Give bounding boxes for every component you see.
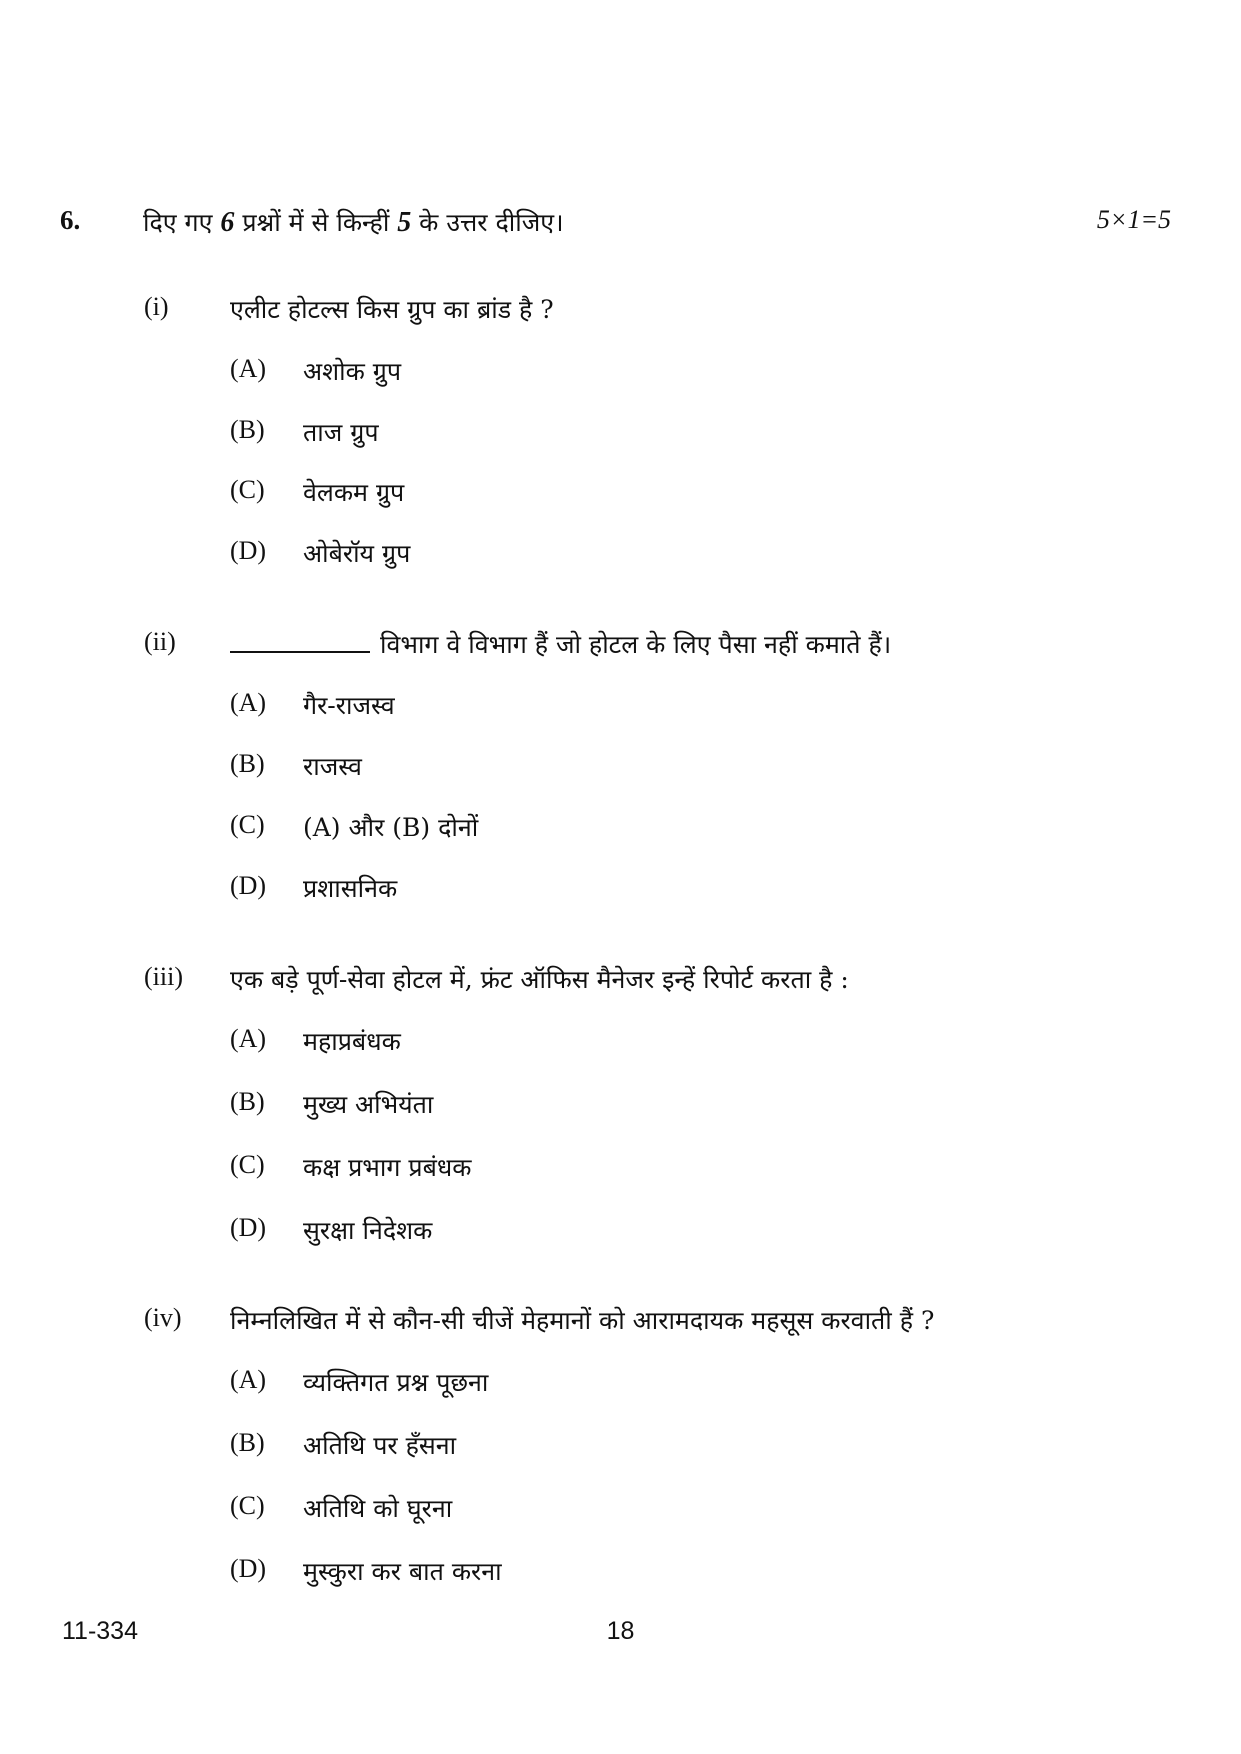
question-instruction	[143, 205, 564, 239]
paper-code: 11-334	[62, 1617, 138, 1645]
option-label: (C)	[230, 1491, 265, 1520]
subquestion-text-wrapper	[230, 627, 891, 661]
option-text: मुख्य अभियंता	[303, 1090, 434, 1119]
option-label: (C)	[230, 1150, 265, 1179]
option-text: अतिथि को घूरना	[303, 1494, 453, 1523]
subquestion-text: विभाग वे विभाग हैं जो होटल के लिए पैसा नहीं कमाते हैं।	[380, 630, 892, 659]
option-label: (C)	[230, 475, 265, 504]
subquestion-label: (i)	[144, 292, 169, 321]
option-label: (D)	[230, 536, 267, 565]
option-text: प्रशासनिक	[303, 874, 398, 903]
instruction-text-2: प्रश्नों में से किन्हीं	[234, 208, 398, 237]
option-label: (B)	[230, 1428, 265, 1457]
subquestion-label: (iii)	[144, 962, 183, 991]
option-text: वेलकम ग्रुप	[303, 478, 405, 507]
option-text: महाप्रबंधक	[303, 1027, 401, 1056]
instruction-text-3: के उत्तर दीजिए।	[411, 208, 564, 237]
instruction-count-required: 5	[397, 207, 412, 238]
option-text: सुरक्षा निदेशक	[303, 1216, 433, 1245]
page-number: 18	[606, 1617, 635, 1645]
instruction-count-total: 6	[220, 207, 235, 238]
option-text: राजस्व	[303, 752, 362, 781]
option-label: (A)	[230, 354, 267, 383]
fill-in-blank	[230, 651, 370, 653]
option-text: (A) और (B) दोनों	[303, 813, 479, 842]
option-text: गैर-राजस्व	[303, 691, 395, 720]
option-label: (A)	[230, 688, 267, 717]
option-label: (C)	[230, 810, 265, 839]
option-label: (A)	[230, 1024, 267, 1053]
option-text: कक्ष प्रभाग प्रबंधक	[303, 1153, 472, 1182]
instruction-text-1: दिए गए	[143, 208, 221, 237]
question-header	[60, 205, 1171, 245]
option-label: (D)	[230, 871, 267, 900]
option-label: (B)	[230, 1087, 265, 1116]
question-marks: 5×1=5	[1096, 205, 1171, 234]
subquestion-label: (iv)	[144, 1303, 182, 1332]
question-number: 6.	[60, 205, 81, 235]
option-label: (D)	[230, 1213, 267, 1242]
option-text: अतिथि पर हँसना	[303, 1431, 457, 1460]
option-text: व्यक्तिगत प्रश्न पूछना	[303, 1368, 489, 1397]
option-text: मुस्कुरा कर बात करना	[303, 1557, 502, 1586]
subquestion-label: (ii)	[144, 627, 176, 656]
subquestion-text: एलीट होटल्स किस ग्रुप का ब्रांड है ?	[230, 295, 554, 324]
option-label: (B)	[230, 749, 265, 778]
option-label: (A)	[230, 1365, 267, 1394]
option-label: (D)	[230, 1554, 267, 1583]
option-label: (B)	[230, 415, 265, 444]
subquestion-text: निम्नलिखित में से कौन-सी चीजें मेहमानों को आरामदायक महसूस करवाती हैं ?	[230, 1306, 935, 1335]
option-text: ओबेरॉय ग्रुप	[303, 539, 411, 568]
option-text: ताज ग्रुप	[303, 418, 379, 447]
subquestion-text: एक बड़े पूर्ण-सेवा होटल में, फ्रंट ऑफिस मैनेजर इन्हें रिपोर्ट करता है :	[230, 965, 849, 994]
option-text: अशोक ग्रुप	[303, 357, 402, 386]
